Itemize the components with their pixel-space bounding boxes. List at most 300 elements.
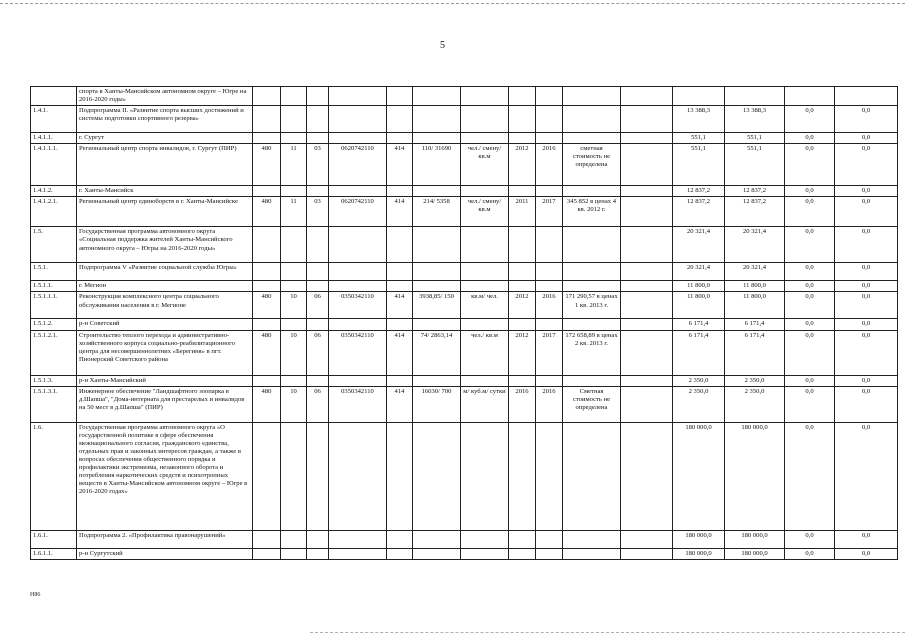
cell-f3: 0,0	[785, 530, 835, 548]
cell-csr: 0620742110	[329, 197, 387, 227]
cell-gl	[253, 87, 281, 106]
cell-name: Подпрограмма II. «Развитие спорта высших достижений и системы подготовки спортивного резерва»	[77, 106, 253, 133]
cell-end: 2016	[536, 144, 563, 186]
cell-unit	[461, 422, 509, 530]
cell-pr	[307, 530, 329, 548]
cell-cost: 171 290,57 в ценах 1 кв. 2013 г.	[563, 292, 621, 319]
cell-f1: 2 350,0	[673, 375, 725, 386]
cell-empty	[621, 422, 673, 530]
cell-start	[509, 530, 536, 548]
cell-start	[509, 375, 536, 386]
cell-rz: 11	[281, 144, 307, 186]
cell-unit	[461, 227, 509, 263]
cell-gl: 480	[253, 330, 281, 375]
cell-f4: 0,0	[835, 330, 898, 375]
cell-end	[536, 133, 563, 144]
cell-vr: 414	[387, 197, 413, 227]
cell-csr: 0350342110	[329, 330, 387, 375]
cell-name: спорта в Ханты-Мансийском автономном округе – Югре на 2016-2020 годы»	[77, 87, 253, 106]
table-row	[31, 197, 898, 227]
cell-start	[509, 281, 536, 292]
cell-vr	[387, 375, 413, 386]
cell-vr	[387, 87, 413, 106]
cell-vr	[387, 548, 413, 559]
cell-f2: 11 800,0	[725, 292, 785, 319]
cell-rz	[281, 548, 307, 559]
cell-csr: 0350342110	[329, 386, 387, 422]
cell-f1: 180 000,0	[673, 422, 725, 530]
cell-f4: 0,0	[835, 263, 898, 281]
cell-pr	[307, 422, 329, 530]
cell-empty	[621, 330, 673, 375]
cell-pr: 06	[307, 292, 329, 319]
cell-num: 1.5.1.2.1.	[31, 330, 77, 375]
cell-f4: 0,0	[835, 227, 898, 263]
cell-csr	[329, 133, 387, 144]
cell-start	[509, 106, 536, 133]
cell-f3: 0,0	[785, 281, 835, 292]
cell-f1: 13 388,3	[673, 106, 725, 133]
table-row	[31, 386, 898, 422]
cell-name: г. Ханты-Мансийск	[77, 186, 253, 197]
cell-f3: 0,0	[785, 197, 835, 227]
cell-end: 2017	[536, 197, 563, 227]
cell-start	[509, 133, 536, 144]
cell-start: 2012	[509, 330, 536, 375]
cell-name: Подпрограмма V «Развитие социальной службы Югры»	[77, 263, 253, 281]
budget-table	[30, 86, 898, 560]
cell-end	[536, 106, 563, 133]
cell-csr	[329, 263, 387, 281]
cell-f2: 2 350,0	[725, 375, 785, 386]
cell-rz	[281, 186, 307, 197]
cell-gl	[253, 530, 281, 548]
cell-start	[509, 87, 536, 106]
cell-f3: 0,0	[785, 263, 835, 281]
cell-pr: 03	[307, 144, 329, 186]
cell-gl	[253, 375, 281, 386]
table-row	[31, 422, 898, 530]
cell-cost: Сметная стоимость не определена	[563, 386, 621, 422]
cell-cap	[413, 106, 461, 133]
cell-f3	[785, 87, 835, 106]
cell-f3: 0,0	[785, 186, 835, 197]
cell-unit: чел./ смену/ кв.м	[461, 197, 509, 227]
cell-pr	[307, 263, 329, 281]
cell-f4: 0,0	[835, 186, 898, 197]
cell-rz	[281, 87, 307, 106]
cell-csr	[329, 319, 387, 330]
cell-f2: 12 837,2	[725, 197, 785, 227]
cell-num: 1.6.	[31, 422, 77, 530]
cell-start: 2011	[509, 197, 536, 227]
cell-name: Инженерное обеспечение "Ландшафтного зоопарка в д.Шапша", "Дома-интерната для престарелых и инвалидов на 50 мест в д.Шапша" (ПИР)	[77, 386, 253, 422]
table-row	[31, 263, 898, 281]
cell-end: 2016	[536, 292, 563, 319]
cell-f1: 180 000,0	[673, 530, 725, 548]
cell-empty	[621, 375, 673, 386]
cell-f1: 11 800,0	[673, 292, 725, 319]
cell-num: 1.5.1.3.1.	[31, 386, 77, 422]
cell-csr	[329, 281, 387, 292]
cell-empty	[621, 133, 673, 144]
cell-unit	[461, 375, 509, 386]
cell-unit: чел./ кв.м	[461, 330, 509, 375]
cell-f1: 11 800,0	[673, 281, 725, 292]
cell-rz	[281, 319, 307, 330]
cell-f3: 0,0	[785, 144, 835, 186]
cell-f3: 0,0	[785, 227, 835, 263]
table-row	[31, 530, 898, 548]
footer-code: Н86	[30, 592, 41, 598]
cell-cost	[563, 106, 621, 133]
cell-pr: 03	[307, 197, 329, 227]
cell-num: 1.5.1.3.	[31, 375, 77, 386]
cell-rz: 10	[281, 386, 307, 422]
cell-rz	[281, 263, 307, 281]
cell-num: 1.4.1.1.	[31, 133, 77, 144]
table-row	[31, 106, 898, 133]
cell-f2: 180 000,0	[725, 422, 785, 530]
cell-f4: 0,0	[835, 144, 898, 186]
table-row	[31, 292, 898, 319]
cell-name: г. Мегион	[77, 281, 253, 292]
cell-num: 1.4.1.2.1.	[31, 197, 77, 227]
cell-f1: 2 350,0	[673, 386, 725, 422]
cell-gl	[253, 319, 281, 330]
cell-end	[536, 375, 563, 386]
cell-f2: 180 000,0	[725, 530, 785, 548]
cell-cost	[563, 186, 621, 197]
cell-gl	[253, 186, 281, 197]
cell-csr	[329, 422, 387, 530]
cell-cap	[413, 281, 461, 292]
cell-csr	[329, 530, 387, 548]
cell-vr	[387, 530, 413, 548]
cell-f2: 551,1	[725, 133, 785, 144]
cell-num: 1.4.1.1.1.	[31, 144, 77, 186]
cell-f1: 180 000,0	[673, 548, 725, 559]
cell-end	[536, 530, 563, 548]
cell-empty	[621, 548, 673, 559]
cell-f4: 0,0	[835, 197, 898, 227]
cell-cost	[563, 281, 621, 292]
cell-rz	[281, 133, 307, 144]
cell-cap	[413, 263, 461, 281]
cell-csr: 0350342110	[329, 292, 387, 319]
cell-pr	[307, 106, 329, 133]
cell-gl	[253, 263, 281, 281]
cell-vr: 414	[387, 292, 413, 319]
cell-vr	[387, 422, 413, 530]
cell-empty	[621, 227, 673, 263]
scan-top-edge	[0, 3, 905, 4]
cell-f2: 2 350,0	[725, 386, 785, 422]
cell-empty	[621, 106, 673, 133]
cell-name: р-н Ханты-Мансийский	[77, 375, 253, 386]
cell-cap: 3938,85/ 150	[413, 292, 461, 319]
cell-csr	[329, 106, 387, 133]
cell-end	[536, 227, 563, 263]
cell-vr	[387, 263, 413, 281]
cell-f4: 0,0	[835, 548, 898, 559]
cell-num: 1.5.1.1.	[31, 281, 77, 292]
cell-end	[536, 186, 563, 197]
cell-f3: 0,0	[785, 106, 835, 133]
cell-num: 1.5.1.	[31, 263, 77, 281]
cell-gl	[253, 227, 281, 263]
cell-f4: 0,0	[835, 530, 898, 548]
cell-name: Региональный центр спорта инвалидов, г. Сургут (ПИР)	[77, 144, 253, 186]
cell-name: р-н Советский	[77, 319, 253, 330]
cell-unit	[461, 263, 509, 281]
cell-f3: 0,0	[785, 319, 835, 330]
cell-start	[509, 548, 536, 559]
cell-cap	[413, 548, 461, 559]
cell-csr	[329, 186, 387, 197]
cell-num: 1.5.1.1.1.	[31, 292, 77, 319]
cell-f4: 0,0	[835, 375, 898, 386]
cell-start	[509, 263, 536, 281]
cell-pr	[307, 87, 329, 106]
cell-f3: 0,0	[785, 422, 835, 530]
cell-f1: 6 171,4	[673, 330, 725, 375]
cell-end: 2016	[536, 386, 563, 422]
cell-f4: 0,0	[835, 319, 898, 330]
cell-gl: 480	[253, 386, 281, 422]
cell-end	[536, 263, 563, 281]
cell-num	[31, 87, 77, 106]
cell-f3: 0,0	[785, 375, 835, 386]
cell-f2: 551,1	[725, 144, 785, 186]
cell-cap	[413, 186, 461, 197]
cell-f1: 12 837,2	[673, 197, 725, 227]
cell-cap: 74/ 2863,14	[413, 330, 461, 375]
cell-unit	[461, 186, 509, 197]
cell-vr	[387, 106, 413, 133]
cell-f1: 20 321,4	[673, 227, 725, 263]
cell-csr	[329, 548, 387, 559]
cell-f1: 6 171,4	[673, 319, 725, 330]
cell-f4: 0,0	[835, 281, 898, 292]
cell-f4: 0,0	[835, 386, 898, 422]
cell-num: 1.6.1.1.	[31, 548, 77, 559]
cell-unit: чел./ смену/ кв.м	[461, 144, 509, 186]
cell-vr	[387, 186, 413, 197]
cell-num: 1.5.1.2.	[31, 319, 77, 330]
cell-unit: м/ куб.м/ сутки	[461, 386, 509, 422]
cell-cost	[563, 227, 621, 263]
cell-cost: 172 658,89 в ценах 2 кв. 2013 г.	[563, 330, 621, 375]
cell-rz: 11	[281, 197, 307, 227]
cell-f4: 0,0	[835, 106, 898, 133]
cell-gl	[253, 281, 281, 292]
cell-empty	[621, 319, 673, 330]
table-row	[31, 375, 898, 386]
cell-name: Строительство теплого перехода и административно-хозяйственного корпуса социально-реабилитационного центра для несовершеннолетних «Берегиня» в пгт. Пионерский Советского района	[77, 330, 253, 375]
cell-f4: 0,0	[835, 133, 898, 144]
cell-end	[536, 281, 563, 292]
cell-cost	[563, 548, 621, 559]
cell-name: Региональный центр единоборств в г. Ханты-Мансийске	[77, 197, 253, 227]
table-row	[31, 281, 898, 292]
cell-cost: 345 852 в ценах 4 кв. 2012 г.	[563, 197, 621, 227]
cell-cost	[563, 319, 621, 330]
cell-cost	[563, 422, 621, 530]
cell-cap	[413, 227, 461, 263]
table-row	[31, 133, 898, 144]
cell-end	[536, 319, 563, 330]
cell-f4	[835, 87, 898, 106]
cell-unit	[461, 281, 509, 292]
cell-num: 1.4.1.2.	[31, 186, 77, 197]
cell-start: 2012	[509, 144, 536, 186]
cell-gl	[253, 106, 281, 133]
cell-rz	[281, 227, 307, 263]
cell-gl	[253, 422, 281, 530]
cell-f2: 6 171,4	[725, 319, 785, 330]
cell-f4: 0,0	[835, 422, 898, 530]
cell-f3: 0,0	[785, 548, 835, 559]
table-row	[31, 319, 898, 330]
cell-pr: 06	[307, 386, 329, 422]
cell-cost	[563, 263, 621, 281]
cell-unit	[461, 133, 509, 144]
cell-pr	[307, 227, 329, 263]
cell-start: 2012	[509, 292, 536, 319]
cell-num: 1.5.	[31, 227, 77, 263]
cell-rz: 10	[281, 292, 307, 319]
cell-end	[536, 87, 563, 106]
cell-vr: 414	[387, 144, 413, 186]
cell-cap	[413, 133, 461, 144]
cell-unit	[461, 319, 509, 330]
cell-num: 1.4.1.	[31, 106, 77, 133]
cell-vr	[387, 227, 413, 263]
cell-f2	[725, 87, 785, 106]
cell-csr	[329, 227, 387, 263]
cell-pr	[307, 375, 329, 386]
cell-name: р-н Сургутский	[77, 548, 253, 559]
cell-cost	[563, 530, 621, 548]
cell-gl: 480	[253, 292, 281, 319]
cell-csr: 0620742110	[329, 144, 387, 186]
cell-empty	[621, 292, 673, 319]
cell-empty	[621, 144, 673, 186]
cell-f1	[673, 87, 725, 106]
cell-cost	[563, 87, 621, 106]
cell-f4: 0,0	[835, 292, 898, 319]
cell-cost	[563, 375, 621, 386]
cell-start	[509, 422, 536, 530]
cell-f1: 12 837,2	[673, 186, 725, 197]
cell-vr	[387, 133, 413, 144]
cell-name: Подпрограмма 2. «Профилактика правонарушений»	[77, 530, 253, 548]
cell-cap	[413, 319, 461, 330]
cell-gl	[253, 133, 281, 144]
cell-cost	[563, 133, 621, 144]
cell-rz	[281, 530, 307, 548]
cell-empty	[621, 197, 673, 227]
cell-rz	[281, 375, 307, 386]
cell-f2: 20 321,4	[725, 227, 785, 263]
cell-rz	[281, 281, 307, 292]
cell-f2: 6 171,4	[725, 330, 785, 375]
cell-empty	[621, 386, 673, 422]
cell-f2: 12 837,2	[725, 186, 785, 197]
page-number: 5	[440, 40, 445, 51]
table-row	[31, 87, 898, 106]
cell-f1: 551,1	[673, 133, 725, 144]
cell-empty	[621, 530, 673, 548]
cell-empty	[621, 281, 673, 292]
cell-empty	[621, 263, 673, 281]
cell-end	[536, 422, 563, 530]
cell-unit	[461, 548, 509, 559]
cell-cost: сметная стоимость не определена	[563, 144, 621, 186]
cell-f2: 180 000,0	[725, 548, 785, 559]
cell-pr	[307, 319, 329, 330]
cell-gl	[253, 548, 281, 559]
table-row	[31, 227, 898, 263]
cell-csr	[329, 375, 387, 386]
cell-f1: 551,1	[673, 144, 725, 186]
cell-pr	[307, 133, 329, 144]
cell-pr: 06	[307, 330, 329, 375]
cell-unit	[461, 530, 509, 548]
cell-pr	[307, 548, 329, 559]
table-body	[31, 87, 898, 560]
cell-end: 2017	[536, 330, 563, 375]
cell-cap: 110/ 31690	[413, 144, 461, 186]
cell-start	[509, 186, 536, 197]
table-row	[31, 330, 898, 375]
cell-name: Государственная программа автономного округа «Социальная поддержка жителей Ханты-Мансийского автономного округа – Югры на 2016-2020 годы»	[77, 227, 253, 263]
cell-unit	[461, 106, 509, 133]
cell-f1: 20 321,4	[673, 263, 725, 281]
table-row	[31, 144, 898, 186]
cell-pr	[307, 281, 329, 292]
cell-unit	[461, 87, 509, 106]
cell-f3: 0,0	[785, 292, 835, 319]
cell-rz	[281, 106, 307, 133]
cell-vr	[387, 319, 413, 330]
cell-cap	[413, 422, 461, 530]
cell-f2: 20 321,4	[725, 263, 785, 281]
cell-cap: 214/ 5358	[413, 197, 461, 227]
table-row	[31, 186, 898, 197]
cell-vr	[387, 281, 413, 292]
cell-unit: кв.м/ чел.	[461, 292, 509, 319]
cell-cap	[413, 87, 461, 106]
cell-cap: 16030/ 700	[413, 386, 461, 422]
cell-gl: 480	[253, 144, 281, 186]
cell-pr	[307, 186, 329, 197]
cell-vr: 414	[387, 330, 413, 375]
cell-empty	[621, 186, 673, 197]
cell-empty	[621, 87, 673, 106]
cell-name: г. Сургут	[77, 133, 253, 144]
cell-gl: 480	[253, 197, 281, 227]
cell-f3: 0,0	[785, 386, 835, 422]
cell-cap	[413, 530, 461, 548]
scan-bottom-edge	[310, 632, 905, 633]
table-row	[31, 548, 898, 559]
cell-rz	[281, 422, 307, 530]
cell-num: 1.6.1.	[31, 530, 77, 548]
cell-name: Государственная программа автономного округа «О государственной политике в сфере обеспечения межнационального согласия, гражданского единства, отдельных прав и законных интересов граждан, а также в вопросах обеспечения общественного порядка и профилактики экстремизма, незаконного оборота и потребления наркотических средств и психотропных веществ в Ханты-Мансийском автономном округе – Югре в 2016-2020 годах»	[77, 422, 253, 530]
cell-rz: 10	[281, 330, 307, 375]
